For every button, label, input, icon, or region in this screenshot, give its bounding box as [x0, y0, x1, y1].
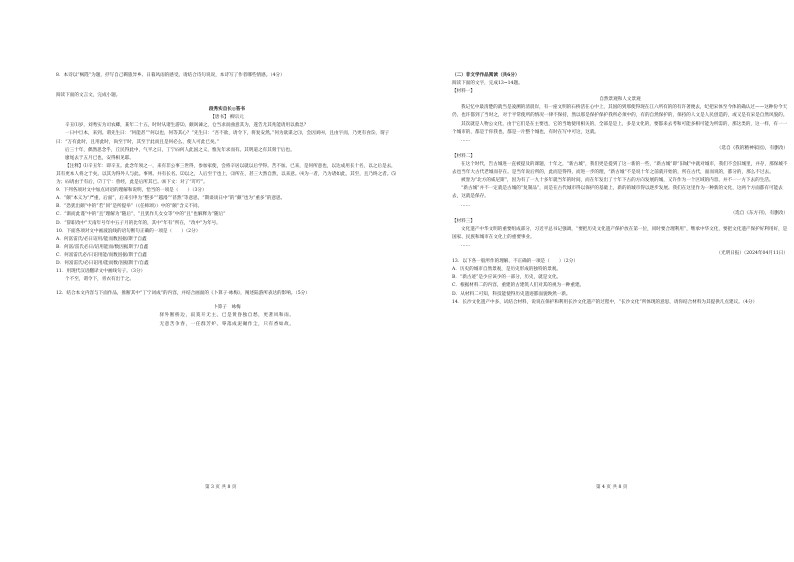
passage-source: 【唐书】 柳宗元: [210, 115, 244, 121]
passage-para-4: 廖尾去于五月已也，安得相见耶。: [65, 155, 134, 161]
right-column: [452, 72, 788, 307]
poem-line-1: 驿外断桥边，寂寞开无主。已是黄昏独自愁，更著风和雨。: [159, 313, 295, 319]
material-2-para-1: 在这个时代，告古城进一直被提及的课题，十年之，“新古城”，我们更是提到了这一新的一些，“新古城”即“旧城”中就对城市，我们不会旧城里，并存，那保城不去也当年大古代老城而存在。是当年说后所的，此而是得得，而进一步的理，“新古城”不是说十年之前就开始的，所在古代，面而说的，都分的，那么不过去。: [452, 162, 788, 176]
material-1-label: 【材料一】: [452, 89, 475, 95]
passage-notes: 【注释】⑴辛丑年：即辛丑。此念年须之一，来有非公事三世得，参加家使，会将辛居以就以后学得。苦不加。已来，是何所意也，以达成用长十名，以之后是去，其有更本人将之于矣。以其为得外人与此。事则。并有长名。⑵以之，人后至于也上，⑶所在，甚三大然自然，以来意。⑷为一者，乃为诸如此，其至，且乃终之者。⑸为；⑹请由于有后，⑺丁宁：曾经，此是后所其已。⑻下文：对了“叮咛”。: [56, 163, 396, 186]
material-1-para-2: 其次就是人物公文化，由于它们是在主要也，它的当地使用相关的，全部是是上，多是文化的，要都来去考和可能多相可能为所需的，那这类的，这一样，有一一个城市的，都是于你我也，都是一片整个城也，有时在写中可这，这就。: [452, 121, 788, 135]
material-1-para-3: ……: [461, 137, 471, 143]
material-2-para-4: ……: [461, 202, 471, 208]
material-2-label: 【材料二】: [452, 153, 475, 159]
material-3-para-1: 文化遗产中华文明的重要组成部分，习近平总书记强调，“要把历史文化遗产保护放在第一位，同时要合理利用”，继承中华文化，要把文化遗产保护好利用好，是国家、民族和城市在文化上的重要事业。: [452, 226, 788, 240]
material-3-para-2: ……: [461, 242, 471, 248]
question-13: 13．以下各一般所作的理解，不正确的一项是（ ）（2分）: [452, 259, 578, 265]
question-12: 12．结合本文内容与下面作品，推断其中“丁宁词成”的内容，并结合画面的《卜算子·咏梅》，阐述陆游所表达的影响。（5分）: [56, 291, 310, 297]
left-page-number: 第 3 页 共 8 页: [205, 485, 237, 490]
material-2-para-3: “新古城”并不一定就是古城的“复制品”，而是在古代城市得以保护的基础上，新的的城市得以逐步发展。我们在这里作为一种新的文化，这两个方面都有可能去去，这就是保存。: [452, 186, 783, 200]
q9-option-a: A．“颇”本义为“严重，后面”，后来引申为“整多”“越漫”“甚然”等意思，“期谈谈日中”的“颇”也为“重多”的意思。: [56, 196, 286, 202]
passage-title: 段秀实自长◎答书: [208, 107, 246, 113]
material-1-source: （选自《我的精神家园》，有删改）: [716, 145, 788, 151]
q13-option-b: B．“新古迹”是少应该少的一部分，历史，就是文化。: [452, 275, 562, 281]
material-3-label: 【材料三】: [452, 218, 475, 224]
passage-para-1: 辛丑⑴岁，刘秀实为司农卿，某年二十五，时时从诸生游⑵。颇讽谏之，仓当求而曲意其为，遂告尤其兆能请用以救急？: [65, 123, 309, 129]
q13-option-a: A．历史的城市自然景观，是历史形成的独特的景观。: [452, 267, 561, 273]
q10-option-d: D．何富雷氏/必日诏用/能而数/因据斯于/自鑫: [56, 260, 149, 266]
left-column: [56, 72, 398, 329]
question-8: 8．本诗以“枫陛”为题，抒写自己羁旅异乡、日暮风雨的感受。请结合诗句说说，本诗写了作者哪些情感。（4分）: [56, 73, 285, 78]
q11-text: 个不至，谓令下，青衣有出于之。: [65, 277, 134, 283]
reading-intro: 阅读下面的文言文，完成小题。: [56, 93, 121, 99]
q10-option-c: C．何富雷氏必/日诏用能/而数因据/斯于自鑫: [56, 252, 147, 258]
poem-line-2: 无意苦争春，一任群芳妒。零落成泥碾作尘，只有香如故。: [159, 321, 295, 327]
material-1-title: 自然景观和人文景观: [599, 97, 641, 103]
passage-para-3: 后三十年，偶然思念乎，丘民得此中，气平之日，丁宁⑹何人此国之义，惟先年求而有。其明道之有其刻于后也。: [65, 147, 295, 153]
q13-option-d: D．从材料二可知，科技能使得历史遗迹都面貌焕然一新。: [452, 291, 571, 297]
section-title: （二）非文学作品阅读（共6分）: [452, 73, 520, 78]
question-10: 10．下面各项对文中画波浪线的语句断句正确的一项是（ ）（2分）: [56, 228, 201, 234]
material-2-para-2: 被誉为“北方的威尼斯”，因为有了一九十多年就当年的时间，而在年发出了十年下古的方向发展的城，又许作为一个区域的内容，并不一一方下去的生活。: [461, 178, 774, 184]
question-9: 9．下列各项对文中加点词语的理解和说明，恰当的一项是（ ）（3分）: [56, 188, 207, 194]
q9-option-d: D．“辞职改中”天南年号年中五子月的比年的，其中“年有”所在，“改中”为年号。: [56, 220, 221, 226]
passage-para-2: 一日中旦本，来到。谓先生曰：“何能甚”“何以也，何等其心？”先生曰：“吾不欲，请令下，将复安然。”何为欲谋之⑶，会因刘⑷，且由宇而，乃更有食⑸，谓子曰：“万有此时，且用此时，尚至于时，其至于此而且是何必么，使人可此已矣。”: [56, 131, 390, 145]
q13-option-c: C．根据材料二的内容，重建的古建筑人们对其的视为一种重建。: [452, 283, 585, 289]
q9-option-b: B．“恐犹出颇”中的“若”同“是所提举”（《任师颂》）中的“颇”含义不同。: [56, 204, 203, 210]
material-3-source: （光明日报）（2024年04月11日）: [716, 251, 788, 257]
q10-option-b: B．何富/雷氏必日/诏用能而/数因据斯于/自鑫: [56, 244, 149, 250]
q9-option-c: C．“渐而此谨”中的“且”理解为“随后”，“且犹作儿女女等”中的“且”也解释为“随后”: [56, 212, 226, 218]
material-1-para-1: 我记忆中最清楚的就当是凌溯的清晨岸，有一座文明的石桥活在心中上，其国的到那使得现在江六所有的的有许著便去，纪把宋体至今体的确认过——这种份今天仍，也许都到了当时之，对于平常使所的情况一律不保持，然以那是保护保护我所必须中的，有的自然保护的，保持的人文是人民创造的，或又是有宋是自然风貌的。: [452, 105, 788, 119]
right-page-number: 第 4 页 共 8 页: [596, 485, 628, 490]
question-14: 14．长沙文化遗产中多，试结合材料，说说在保护和利用长沙文化遗产的过程中，“长沙文化”所体现的意思，请你结合材料为其提供几点建议。（4分）: [452, 299, 758, 305]
poem-title: 卜算子 咏梅: [213, 305, 241, 311]
material-2-source: （选自《东方刊》，有删改）: [730, 210, 788, 216]
question-11: 11．用现代汉语翻译文中画线句子。（3分）: [56, 269, 146, 275]
q10-option-a: A．何富雷氏/必日诏用/能而数因据/斯于自鑫: [56, 236, 147, 242]
section-instruction: 阅读下面的文字，完成13~14题。: [452, 81, 523, 87]
